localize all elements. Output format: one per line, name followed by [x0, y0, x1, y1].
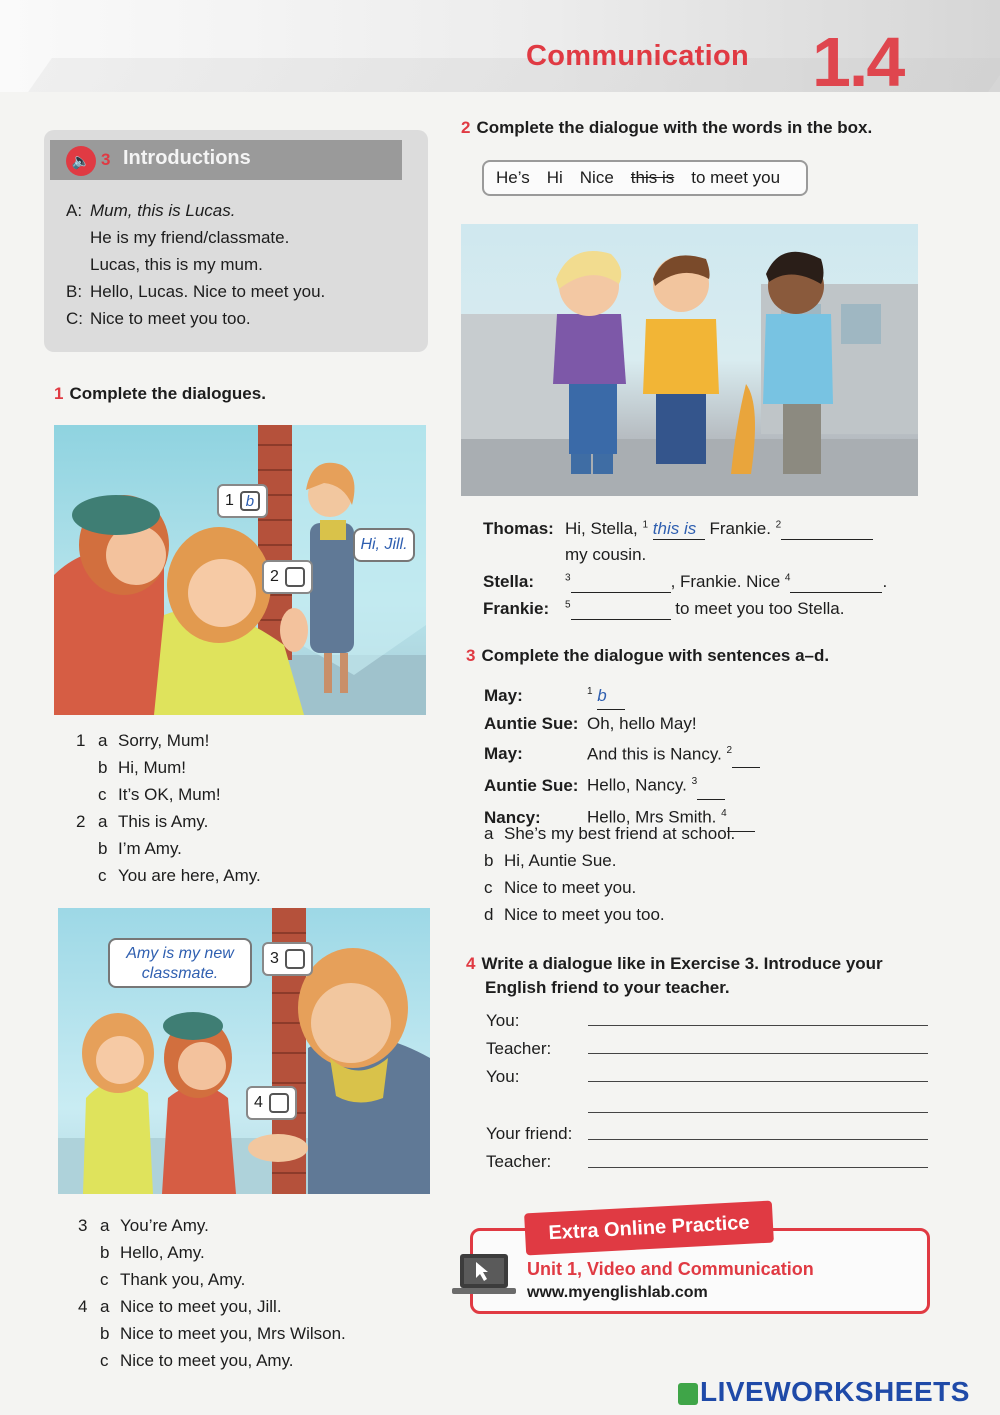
intro-line-text: He is my friend/classmate. [90, 228, 290, 247]
option-text[interactable]: You’re Amy. [120, 1216, 209, 1235]
option-item [76, 835, 261, 862]
option-letter: c [100, 1351, 109, 1370]
exercise-1-instruction: Complete the dialogues. [69, 384, 266, 403]
answer-checkbox-2[interactable] [285, 567, 305, 587]
option-letter: a [100, 1216, 110, 1235]
answer-checkbox-1[interactable]: b [240, 491, 260, 511]
box-number: 4 [254, 1094, 263, 1111]
gap-5-input[interactable] [571, 599, 671, 620]
option-item [78, 1266, 346, 1293]
gap-number: 4 [784, 572, 791, 584]
gap-1-answer[interactable]: this is [653, 519, 705, 540]
ex4-label-you-2: You: [486, 1067, 520, 1086]
ex4-write-line-1[interactable] [588, 1025, 928, 1026]
illustration-mum-and-girls [54, 425, 426, 715]
speaker-name: Thomas: [483, 519, 554, 538]
illustration-3-art [461, 224, 918, 496]
exercise-2-heading [461, 118, 872, 138]
dialogue-line [484, 678, 760, 710]
speaker-name: May: [484, 744, 523, 764]
ex4-write-line-6[interactable] [588, 1167, 928, 1168]
answer-box-3 [262, 942, 313, 976]
word-chip: Nice [579, 168, 614, 187]
laptop-icon [450, 1250, 518, 1300]
option-text[interactable]: Nice to meet you, Mrs Wilson. [120, 1324, 346, 1343]
word-chip: Hi [546, 168, 563, 187]
option-item [78, 1347, 346, 1374]
exercise-1-heading [54, 384, 266, 404]
introductions-number: 3 [101, 150, 111, 169]
extra-practice-tag: Extra Online Practice [524, 1201, 774, 1256]
gap-number: 4 [721, 807, 727, 819]
illustration-three-friends [461, 224, 918, 496]
speaker-name: May: [484, 685, 523, 705]
option-item [76, 862, 261, 889]
speech-bubble-amy-classmate: Amy is my new classmate. [108, 938, 252, 988]
option-item [76, 808, 261, 835]
speaker-name: Nancy: [484, 807, 541, 827]
option-text: Hi, Auntie Sue. [504, 851, 617, 870]
answer-box-2 [262, 560, 313, 594]
illustration-1-art [54, 425, 426, 715]
option-letter: a [98, 812, 108, 831]
item-number: 1 [76, 731, 86, 750]
dialogue-text: to meet you too Stella. [675, 599, 845, 618]
exercise-1-options-1-2 [76, 727, 261, 889]
intro-line [66, 305, 325, 332]
section-title: Communication [526, 40, 750, 72]
dialogue-text: Frankie. [709, 519, 771, 538]
introductions-title: Introductions [123, 147, 251, 169]
answer-box-4 [246, 1086, 297, 1120]
speaker-label: B: [66, 282, 83, 301]
exercise-3-sentences [484, 820, 735, 928]
option-item [78, 1320, 346, 1347]
answer-checkbox-3[interactable] [285, 949, 305, 969]
option-text: Nice to meet you. [504, 878, 637, 897]
ex4-label-your-friend: Your friend: [486, 1124, 573, 1143]
gap-number: 1 [587, 686, 593, 697]
dialogue-text: , Frankie. Nice [670, 572, 781, 591]
speaker-name: Auntie Sue: [484, 713, 579, 733]
option-item [78, 1239, 346, 1266]
speech-bubble-hi-jill: Hi, Jill. [353, 528, 415, 562]
dialogue-text: Hi, Stella, [565, 519, 638, 538]
option-item [76, 754, 261, 781]
gap-4-input[interactable] [790, 572, 882, 593]
speaker-name: Stella: [483, 572, 535, 591]
word-chip: He’s [496, 168, 530, 187]
speaker-name: Frankie: [483, 599, 550, 618]
option-letter: a [100, 1297, 110, 1316]
ex2-line-frankie [483, 599, 844, 620]
box-number: 1 [225, 492, 234, 509]
exercise-1-options-3-4 [78, 1212, 346, 1374]
option-text[interactable]: Nice to meet you, Jill. [120, 1297, 282, 1316]
exercise-3-number: 3 [466, 646, 476, 665]
dialogue-text: Hello, Nancy. [587, 775, 687, 795]
item-number: 3 [78, 1216, 88, 1235]
option-letter: b [100, 1243, 110, 1262]
option-text[interactable]: You are here, Amy. [118, 866, 261, 885]
option-letter: a [484, 824, 494, 843]
option-text[interactable]: Sorry, Mum! [118, 731, 210, 750]
option-item [76, 727, 261, 754]
speaker-label: A: [66, 201, 83, 220]
option-letter: b [100, 1324, 110, 1343]
ex4-write-line-4[interactable] [588, 1112, 928, 1113]
answer-checkbox-4[interactable] [269, 1093, 289, 1113]
option-text[interactable]: Hello, Amy. [120, 1243, 205, 1262]
option-item [78, 1212, 346, 1239]
option-item [76, 781, 261, 808]
liveworksheets-logo-icon [678, 1383, 698, 1405]
gap-2-input[interactable] [732, 740, 760, 768]
sentence-option [484, 874, 735, 901]
dialogue-text: And this is Nancy. [587, 744, 722, 764]
option-letter: b [98, 758, 108, 777]
liveworksheets-brand: LIVEWORKSHEETS [700, 1376, 970, 1407]
exercise-2-instruction: Complete the dialogue with the words in the box. [476, 118, 873, 137]
exercise-4-number: 4 [466, 954, 476, 973]
option-letter: c [98, 866, 107, 885]
word-chip: to meet you [691, 168, 781, 187]
option-text[interactable]: Thank you, Amy. [120, 1270, 246, 1289]
gap-number: 2 [726, 744, 733, 756]
exercise-2-number: 2 [461, 118, 471, 137]
gap-2-input[interactable] [781, 519, 873, 540]
option-text[interactable]: Nice to meet you, Amy. [120, 1351, 294, 1370]
ex2-line-thomas-cont: my cousin. [565, 545, 647, 564]
option-item [78, 1293, 346, 1320]
option-letter: d [484, 905, 494, 924]
ex4-write-line-5[interactable] [588, 1139, 928, 1140]
box-number: 2 [270, 568, 279, 585]
option-letter: c [484, 878, 493, 897]
ex4-label-you-1: You: [486, 1011, 520, 1030]
dialogue-text: Hello, Mrs Smith. [587, 807, 717, 827]
extra-practice-url[interactable]: www.myenglishlab.com [527, 1284, 708, 1301]
exercise-4-instruction-2: English friend to your teacher. [485, 978, 730, 997]
intro-line-text: Lucas, this is my mum. [90, 255, 263, 274]
ex2-line-thomas [483, 519, 873, 540]
intro-line [66, 224, 325, 251]
option-letter: b [484, 851, 494, 870]
exercise-3-dialogue [484, 678, 760, 832]
option-text[interactable]: This is Amy. [118, 812, 209, 831]
gap-number: 5 [565, 599, 571, 611]
dialogue-line [484, 710, 760, 737]
dialogue-text: Oh, hello May! [587, 713, 697, 733]
gap-number: 2 [775, 519, 782, 531]
ex4-write-line-3[interactable] [588, 1081, 928, 1082]
sentence-option [484, 901, 735, 928]
option-text: She’s my best friend at school. [504, 824, 736, 843]
dialogue-text: . [882, 572, 888, 591]
item-number: 2 [76, 812, 86, 831]
sentence-option [484, 820, 735, 847]
option-text[interactable]: I’m Amy. [118, 839, 182, 858]
introductions-dialogue [66, 197, 325, 332]
dialogue-line [484, 768, 760, 800]
option-text: Nice to meet you too. [504, 905, 665, 924]
gap-1-answer[interactable]: b [597, 682, 625, 710]
ex4-label-teacher-1: Teacher: [486, 1039, 552, 1058]
speaker-name: Auntie Sue: [484, 775, 579, 795]
gap-number: 3 [565, 572, 571, 584]
box-number: 3 [270, 950, 279, 967]
intro-line-text: Nice to meet you too. [90, 309, 251, 328]
audio-speaker-icon[interactable]: 🔈 [66, 146, 96, 176]
intro-line [66, 251, 325, 278]
gap-number: 3 [691, 776, 698, 788]
gap-3-input[interactable] [571, 572, 671, 593]
option-letter: c [100, 1270, 109, 1289]
option-text[interactable]: It’s OK, Mum! [118, 785, 221, 804]
option-text[interactable]: Hi, Mum! [118, 758, 186, 777]
intro-line [66, 197, 325, 224]
word-box [482, 160, 808, 196]
exercise-4-heading [466, 952, 883, 1000]
ex2-line-stella [483, 572, 887, 593]
sentence-option [484, 847, 735, 874]
item-number: 4 [78, 1297, 88, 1316]
intro-line-text: Mum, this is Lucas. [90, 201, 236, 220]
dialogue-line [484, 737, 760, 769]
option-letter: c [98, 785, 107, 804]
answer-box-1 [217, 484, 268, 518]
option-letter: b [98, 839, 108, 858]
option-letter: a [98, 731, 108, 750]
exercise-4-instruction: Write a dialogue like in Exercise 3. Introduce your [481, 954, 883, 973]
exercise-3-heading [466, 646, 829, 666]
speaker-label: C: [66, 309, 83, 328]
gap-3-input[interactable] [697, 772, 725, 800]
exercise-3-instruction: Complete the dialogue with sentences a–d. [481, 646, 830, 665]
intro-line-text: Hello, Lucas. Nice to meet you. [90, 282, 326, 301]
extra-practice-unit: Unit 1, Video and Communication [527, 1259, 814, 1279]
gap-number: 1 [642, 519, 649, 531]
intro-line [66, 278, 325, 305]
word-chip-used: this is [630, 168, 675, 187]
ex4-write-line-2[interactable] [588, 1053, 928, 1054]
exercise-1-number: 1 [54, 384, 64, 403]
section-number: 1.4 [812, 23, 904, 101]
ex4-label-teacher-2: Teacher: [486, 1152, 552, 1171]
